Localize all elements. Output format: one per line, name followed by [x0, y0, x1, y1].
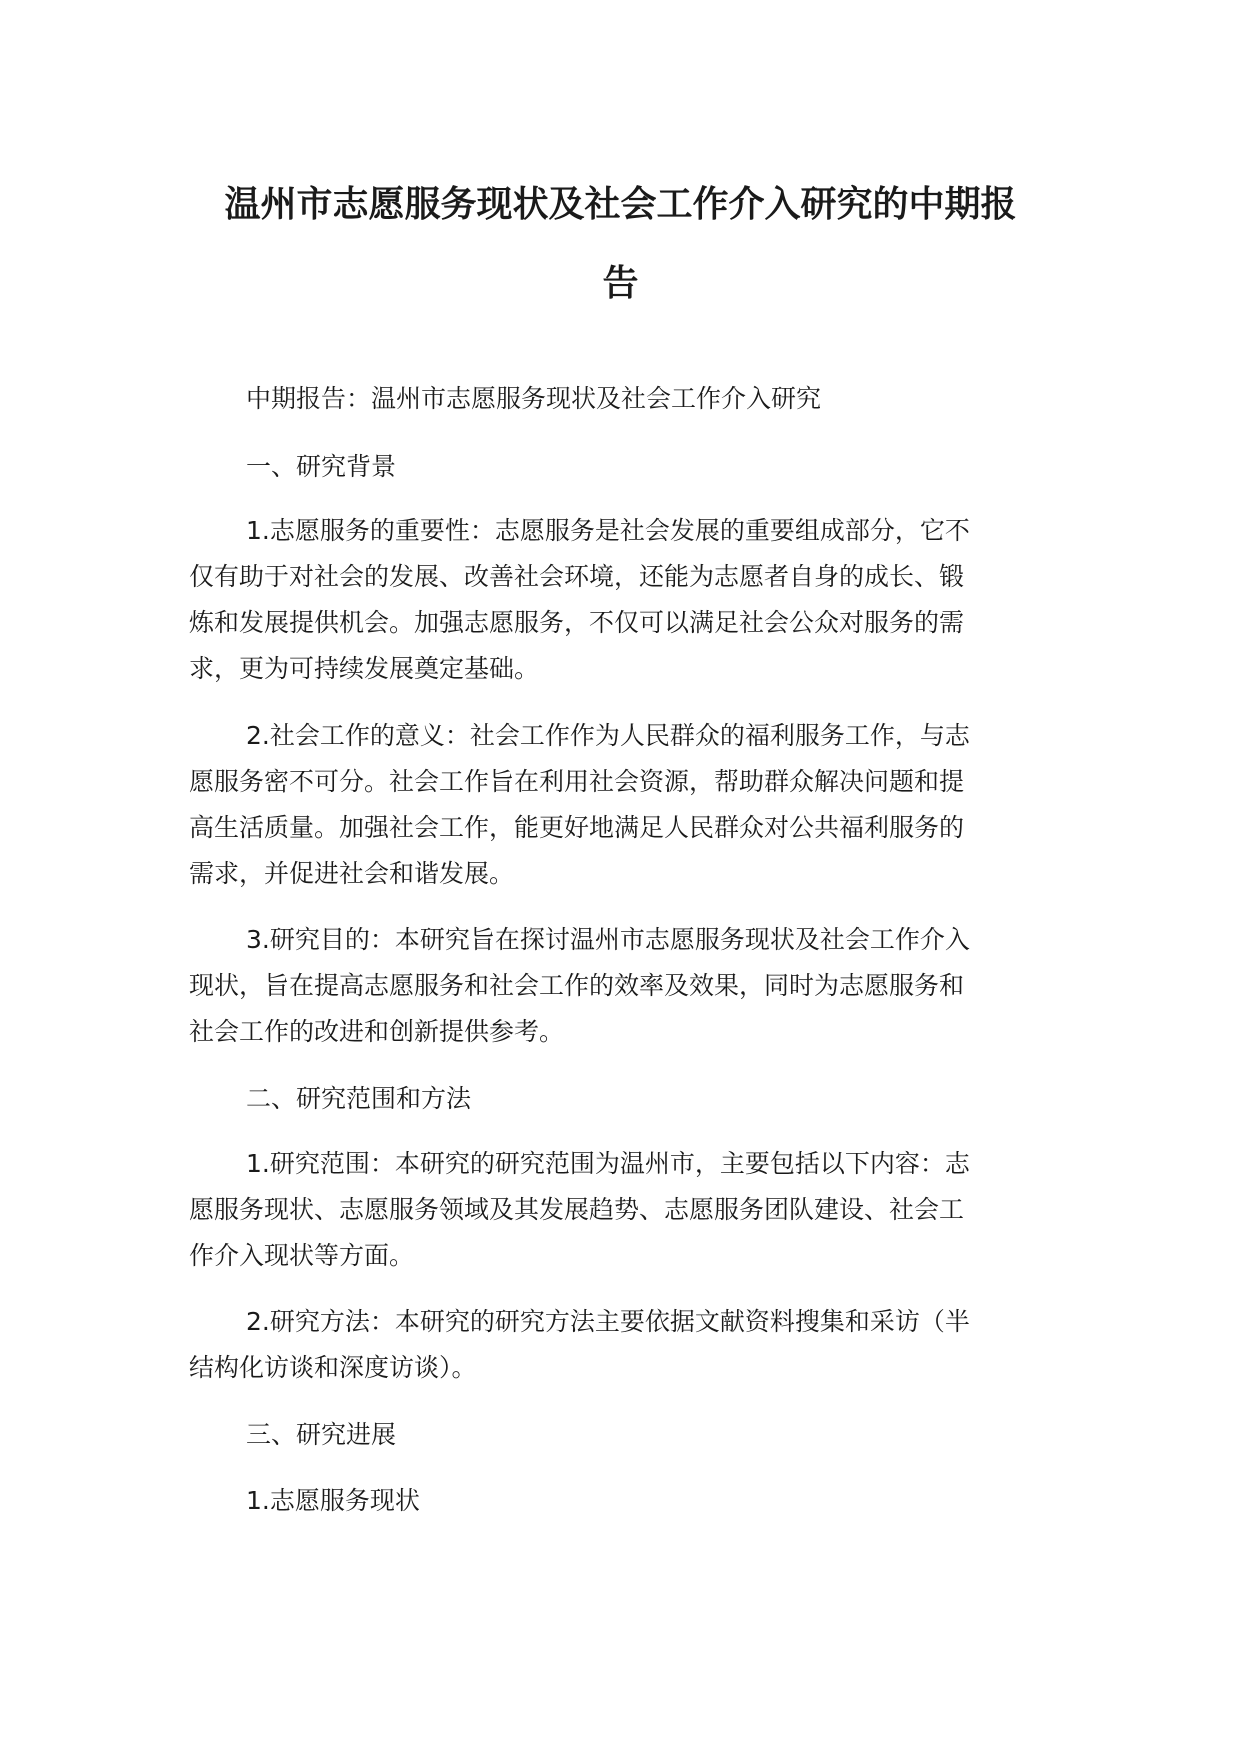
- document-title-line-1: 温州市志愿服务现状及社会工作介入研究的中期报: [224, 184, 1017, 225]
- section-heading-scope-methods: 二、研究范围和方法: [246, 1084, 472, 1113]
- paragraph-line: 仅有助于对社会的发展、改善社会环境，还能为志愿者自身的成长、锻: [189, 562, 965, 591]
- paragraph-line: 高生活质量。加强社会工作，能更好地满足人民群众对公共福利服务的: [189, 813, 965, 842]
- paragraph-line: 愿服务密不可分。社会工作旨在利用社会资源，帮助群众解决问题和提: [189, 767, 965, 796]
- paragraph-line: 2.研究方法：本研究的研究方法主要依据文献资料搜集和采访（半: [246, 1307, 970, 1336]
- report-heading: 中期报告：温州市志愿服务现状及社会工作介入研究: [246, 384, 822, 413]
- paragraph-line: 愿服务现状、志愿服务领域及其发展趋势、志愿服务团队建设、社会工: [189, 1195, 965, 1224]
- paragraph-line: 求，更为可持续发展奠定基础。: [189, 654, 540, 683]
- section-heading-background: 一、研究背景: [246, 452, 397, 481]
- paragraph-line: 2.社会工作的意义：社会工作作为人民群众的福利服务工作，与志: [246, 721, 970, 750]
- paragraph-line: 1.研究范围：本研究的研究范围为温州市，主要包括以下内容：志: [246, 1149, 970, 1178]
- paragraph-line: 社会工作的改进和创新提供参考。: [189, 1017, 565, 1046]
- paragraph-line: 3.研究目的：本研究旨在探讨温州市志愿服务现状及社会工作介入: [246, 925, 970, 954]
- paragraph-line: 结构化访谈和深度访谈）。: [189, 1353, 477, 1382]
- paragraph-line: 1.志愿服务的重要性：志愿服务是社会发展的重要组成部分，它不: [246, 516, 970, 545]
- section-heading-progress: 三、研究进展: [246, 1420, 397, 1449]
- paragraph-line: 需求，并促进社会和谐发展。: [189, 859, 515, 888]
- paragraph-line: 作介入现状等方面。: [189, 1241, 415, 1270]
- subsection-heading: 1.志愿服务现状: [246, 1486, 420, 1515]
- document-title-line-2: 告: [602, 263, 639, 304]
- paragraph-line: 现状，旨在提高志愿服务和社会工作的效率及效果，同时为志愿服务和: [189, 971, 965, 1000]
- paragraph-line: 炼和发展提供机会。加强志愿服务，不仅可以满足社会公众对服务的需: [189, 608, 965, 637]
